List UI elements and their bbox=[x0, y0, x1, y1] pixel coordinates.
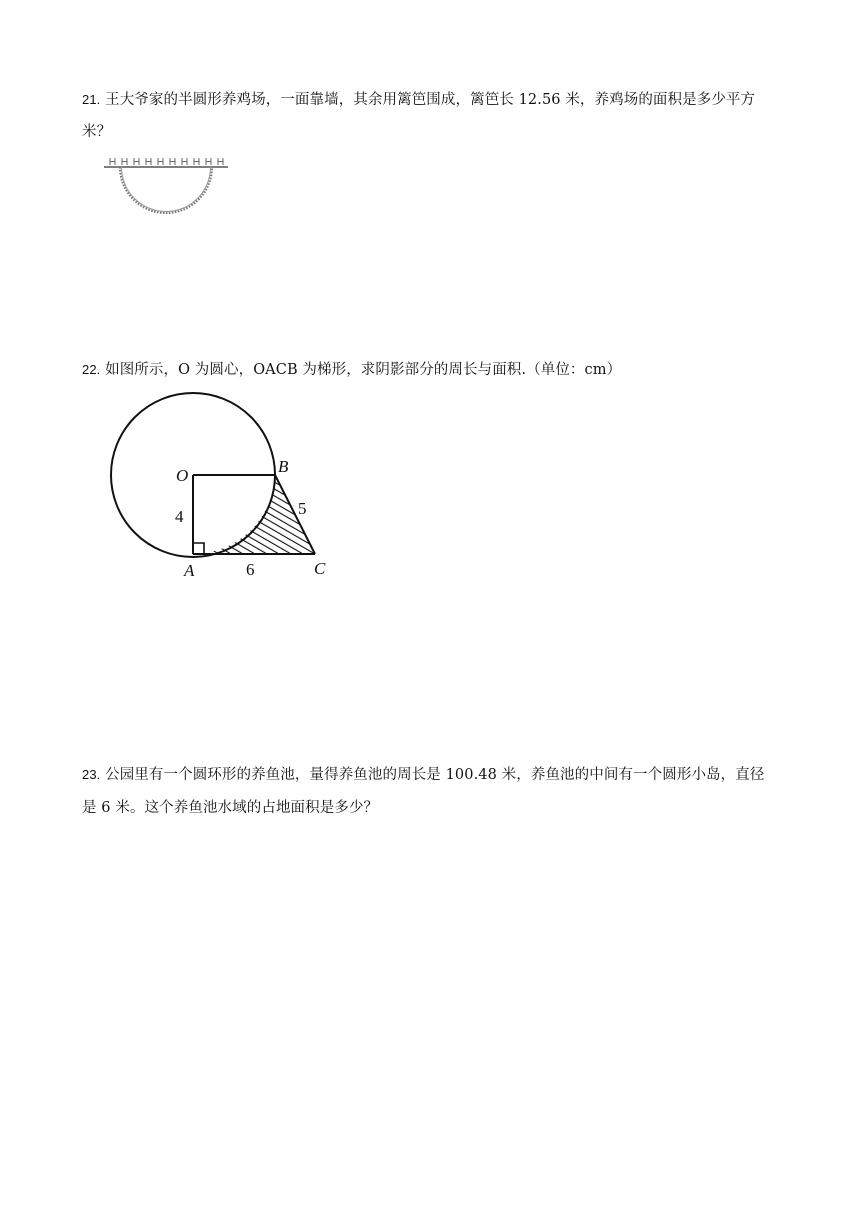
shaded-region bbox=[193, 475, 315, 554]
wall-hatching bbox=[110, 158, 223, 165]
question-23-line-2 bbox=[82, 797, 378, 819]
label-C: C bbox=[314, 559, 326, 578]
question-21-line-1 bbox=[82, 89, 755, 111]
question-23-number: 23. bbox=[82, 767, 101, 782]
question-23-line-1 bbox=[82, 764, 764, 786]
fence-semicircle bbox=[120, 167, 212, 213]
label-O: O bbox=[176, 466, 189, 485]
question-22-number: 22. bbox=[82, 362, 101, 377]
question-21-number: 21. bbox=[82, 92, 101, 107]
question-22-line-1 bbox=[82, 359, 621, 381]
label-B: B bbox=[278, 457, 289, 476]
label-side-AC: 6 bbox=[246, 560, 255, 579]
question-21-text: 王大爷家的半圆形养鸡场，一面靠墙，其余用篱笆围成，篱笆长 12.56 米，养鸡场的面积是多少平方 bbox=[105, 92, 756, 108]
question-21-text-cont: 米？ bbox=[82, 124, 112, 140]
question-21-line-2 bbox=[82, 121, 111, 143]
label-side-BC: 5 bbox=[298, 499, 307, 518]
question-22-text: 如图所示，O 为圆心，OACB 为梯形，求阴影部分的周长与面积.（单位：cm） bbox=[105, 362, 622, 378]
fence-inner-edge bbox=[122, 167, 211, 212]
question-23-text: 公园里有一个圆环形的养鱼池，量得养鱼池的周长是 100.48 米，养鱼池的中间有一个圆形小岛，直径 bbox=[105, 767, 765, 783]
question-23-text-cont: 是 6 米。这个养鱼池水域的占地面积是多少？ bbox=[82, 800, 379, 816]
chicken-yard-figure bbox=[100, 152, 240, 222]
label-side-OA: 4 bbox=[175, 507, 184, 526]
circle-trapezoid-figure bbox=[100, 382, 340, 582]
label-A: A bbox=[184, 561, 195, 580]
right-angle-mark bbox=[193, 543, 204, 554]
